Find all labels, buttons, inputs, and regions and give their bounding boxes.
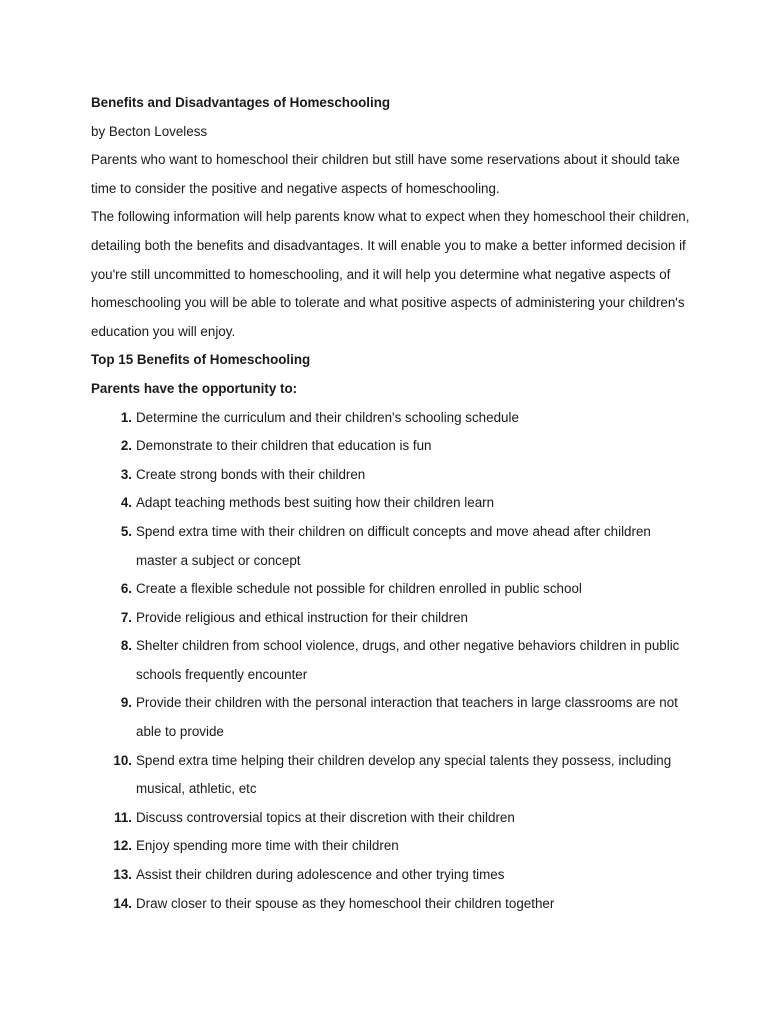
- list-item-text: Create strong bonds with their children: [136, 466, 366, 482]
- list-item: [91, 432, 691, 461]
- list-item-text: Enjoy spending more time with their children: [136, 838, 399, 854]
- list-item: [91, 890, 691, 919]
- list-number: 11.: [114, 809, 132, 825]
- document-body: [91, 89, 691, 918]
- info-paragraph: The following information will help parents know what to expect when they homeschool their children, detailing both the benefits and disadvantages. It will enable you to make a better informed decision if you're still uncommitted to homeschooling, and it will help you determine what negative aspects of homeschooling you will be able to tolerate and what positive aspects of administering your children's education you will enjoy.: [91, 209, 690, 339]
- list-item-text: Provide religious and ethical instruction for their children: [136, 609, 468, 625]
- list-intro: Parents have the opportunity to:: [91, 380, 298, 396]
- document-title: Benefits and Disadvantages of Homeschooling: [91, 95, 391, 110]
- list-number: 8.: [120, 638, 132, 654]
- list-item-text: Determine the curriculum and their children's schooling schedule: [136, 409, 519, 425]
- list-item-text: Assist their children during adolescence and other trying times: [136, 867, 505, 883]
- list-item: [91, 461, 691, 490]
- list-number: 14.: [113, 895, 132, 911]
- list-number: 12.: [113, 838, 132, 854]
- list-number: 2.: [120, 438, 132, 454]
- list-item: [91, 575, 691, 604]
- list-item-text: Demonstrate to their children that education is fun: [136, 438, 432, 454]
- list-item: [91, 632, 691, 689]
- list-item: [91, 804, 691, 833]
- list-number: 4.: [120, 495, 132, 511]
- list-number: 3.: [120, 466, 132, 482]
- list-item: [91, 832, 691, 861]
- section-heading: Top 15 Benefits of Homeschooling: [91, 352, 311, 368]
- list-number: 7.: [120, 609, 132, 625]
- benefits-list: [91, 404, 691, 919]
- list-number: 9.: [120, 695, 132, 711]
- intro-paragraph: Parents who want to homeschool their children but still have some reservations about it should take time to consider the positive and negative aspects of homeschooling.: [91, 152, 680, 196]
- list-item-text: Spend extra time helping their children develop any special talents they possess, including musical, athletic, etc: [136, 752, 672, 797]
- list-item: [91, 518, 691, 575]
- list-number: 1.: [120, 409, 132, 425]
- list-item: [91, 489, 691, 518]
- list-item-text: Provide their children with the personal interaction that teachers in large classrooms are not able to provide: [136, 695, 678, 740]
- list-item-text: Draw closer to their spouse as they homeschool their children together: [136, 895, 555, 911]
- list-item-text: Discuss controversial topics at their discretion with their children: [136, 809, 515, 825]
- list-item-text: Spend extra time with their children on difficult concepts and move ahead after children master a subject or concept: [136, 523, 651, 568]
- list-item-text: Adapt teaching methods best suiting how their children learn: [136, 495, 495, 511]
- list-item-text: Create a flexible schedule not possible for children enrolled in public school: [136, 581, 582, 597]
- list-item: [91, 861, 691, 890]
- list-number: 6.: [120, 581, 132, 597]
- list-item: [91, 747, 691, 804]
- list-item: [91, 404, 691, 433]
- list-number: 13.: [113, 867, 132, 883]
- author-byline: by Becton Loveless: [91, 123, 208, 139]
- list-item: [91, 604, 691, 633]
- list-number: 10.: [113, 752, 132, 768]
- list-number: 5.: [120, 523, 132, 539]
- list-item: [91, 689, 691, 746]
- list-item-text: Shelter children from school violence, drugs, and other negative behaviors children in public schools frequently encounter: [136, 638, 680, 682]
